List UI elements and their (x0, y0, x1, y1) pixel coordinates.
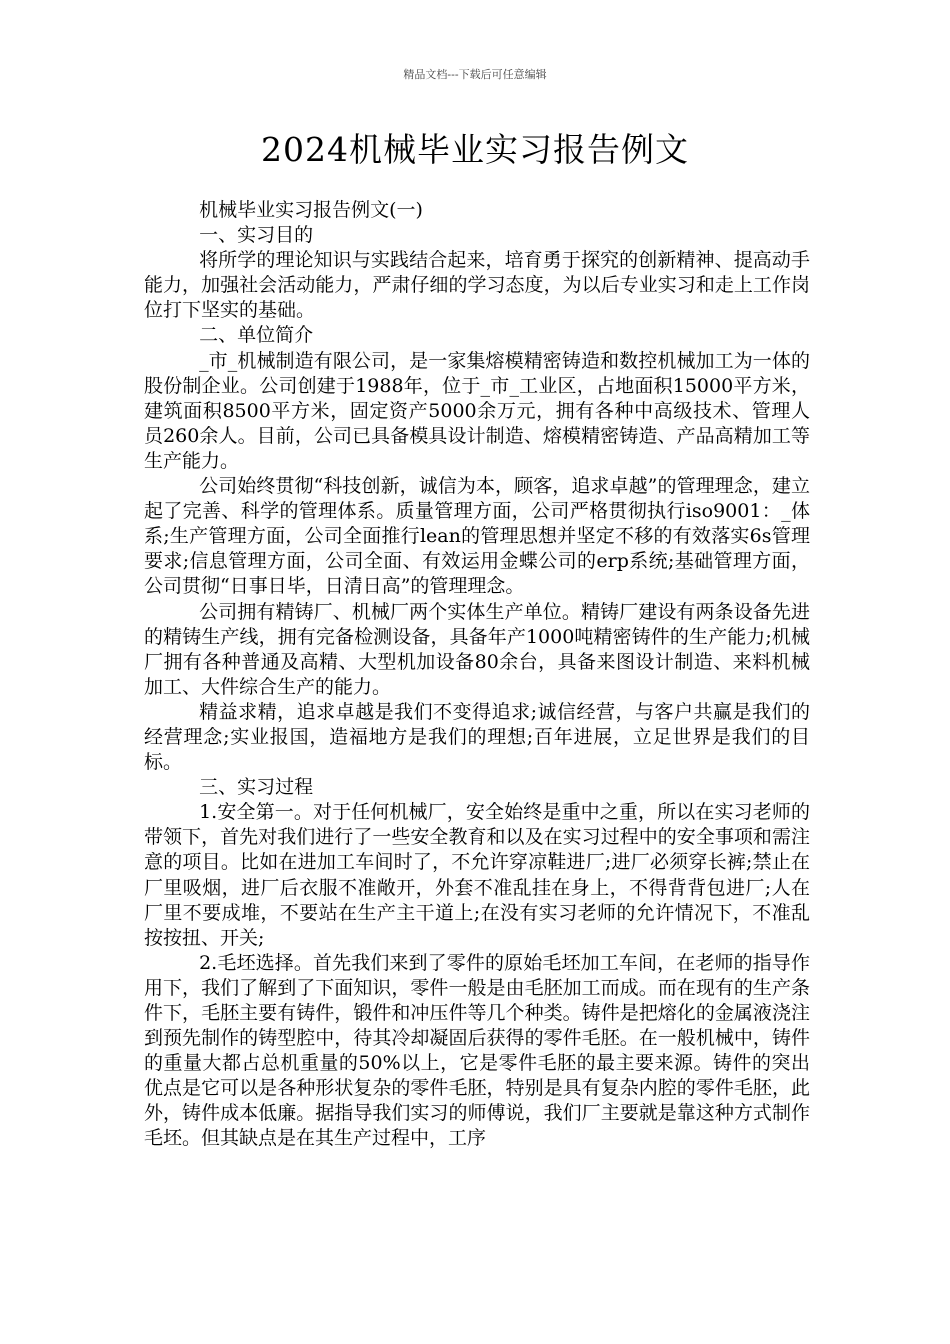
section-heading-process: 三、实习过程 (199, 776, 314, 799)
paragraph-safety: 1.安全第一。对于任何机械厂，安全始终是重中之重，所以在实习老师的带领下，首先对我们进行了一些安全教育和以及在实习过程中的安全事项和需注意的项目。比如在进加工车间时了，不允许穿凉鞋进厂;进厂必须穿长裤;禁止在厂里吸烟，进厂后衣服不准敞开，外套不准乱挂在身上，不得背背包进厂;人在厂里不要成堆，不要站在生产主干道上;在没有实习老师的允许情况下，不准乱按按扭、开关; (144, 801, 810, 949)
paragraph-company-intro: _市_机械制造有限公司，是一家集熔模精密铸造和数控机械加工为一体的股份制企业。公司创建于1988年，位于_市_工业区，占地面积15000平方米，建筑面积8500平方米，固定资产5000余万元，拥有各种中高级技术、管理人员260余人。目前，公司已具备模具设计制造、熔模精密铸造、产品高精加工等生产能力。 (144, 349, 810, 472)
paragraph-purpose: 将所学的理论知识与实践结合起来，培育勇于探究的创新精神、提高动手能力，加强社会活动能力，严肃仔细的学习态度，为以后专业实习和走上工作岗位打下坚实的基础。 (144, 249, 810, 322)
paragraph-values: 精益求精，追求卓越是我们不变得追求;诚信经营，与客户共赢是我们的经营理念;实业报国，造福地方是我们的理想;百年进展，立足世界是我们的目标。 (144, 700, 810, 774)
paragraph-production-units: 公司拥有精铸厂、机械厂两个实体生产单位。精铸厂建设有两条设备先进的精铸生产线，拥有完备检测设备，具备年产1000吨精密铸件的生产能力;机械厂拥有各种普通及高精、大型机加设备80余台，具备来图设计制造、来料机械加工、大件综合生产的能力。 (144, 600, 810, 698)
page-header: 精品文档---下载后可任意编辑 (403, 68, 547, 81)
paragraph-blank-selection: 2.毛坯选择。首先我们来到了零件的原始毛坯加工车间，在老师的指导作用下，我们了解到了下面知识，零件一般是由毛胚加工而成。而在现有的生产条件下，毛胚主要有铸件，锻件和冲压件等几个种类。铸件是把熔化的金属液浇注到预先制作的铸型腔中，待其冷却凝固后获得的零件毛胚。在一般机械中，铸件的重量大都占总机重量的50%以上，它是零件毛胚的最主要来源。铸件的突出优点是它可以是各种形状复杂的零件毛胚，特别是具有复杂内腔的零件毛胚，此外，铸件成本低廉。据指导我们实习的师傅说，我们厂主要就是靠这种方式制作毛坯。但其缺点是在其生产过程中，工序 (144, 951, 810, 1150)
document-body (144, 198, 810, 1152)
paragraph-management: 公司始终贯彻“科技创新，诚信为本，顾客，追求卓越”的管理理念，建立起了完善、科学的管理体系。质量管理方面，公司严格贯彻执行iso9001：_体系;生产管理方面，公司全面推行lean的管理思想并坚定不移的有效落实6s管理要求;信息管理方面，公司全面、有效运用金蝶公司的erp系统;基础管理方面，公司贯彻“日事日毕，日清日高”的管理理念。 (144, 475, 810, 598)
section-heading-report: 机械毕业实习报告例文(一) (199, 199, 423, 221)
section-heading-company: 二、单位简介 (199, 324, 314, 347)
section-heading-purpose: 一、实习目的 (199, 224, 314, 247)
document-title: 2024机械毕业实习报告例文 (261, 130, 689, 169)
